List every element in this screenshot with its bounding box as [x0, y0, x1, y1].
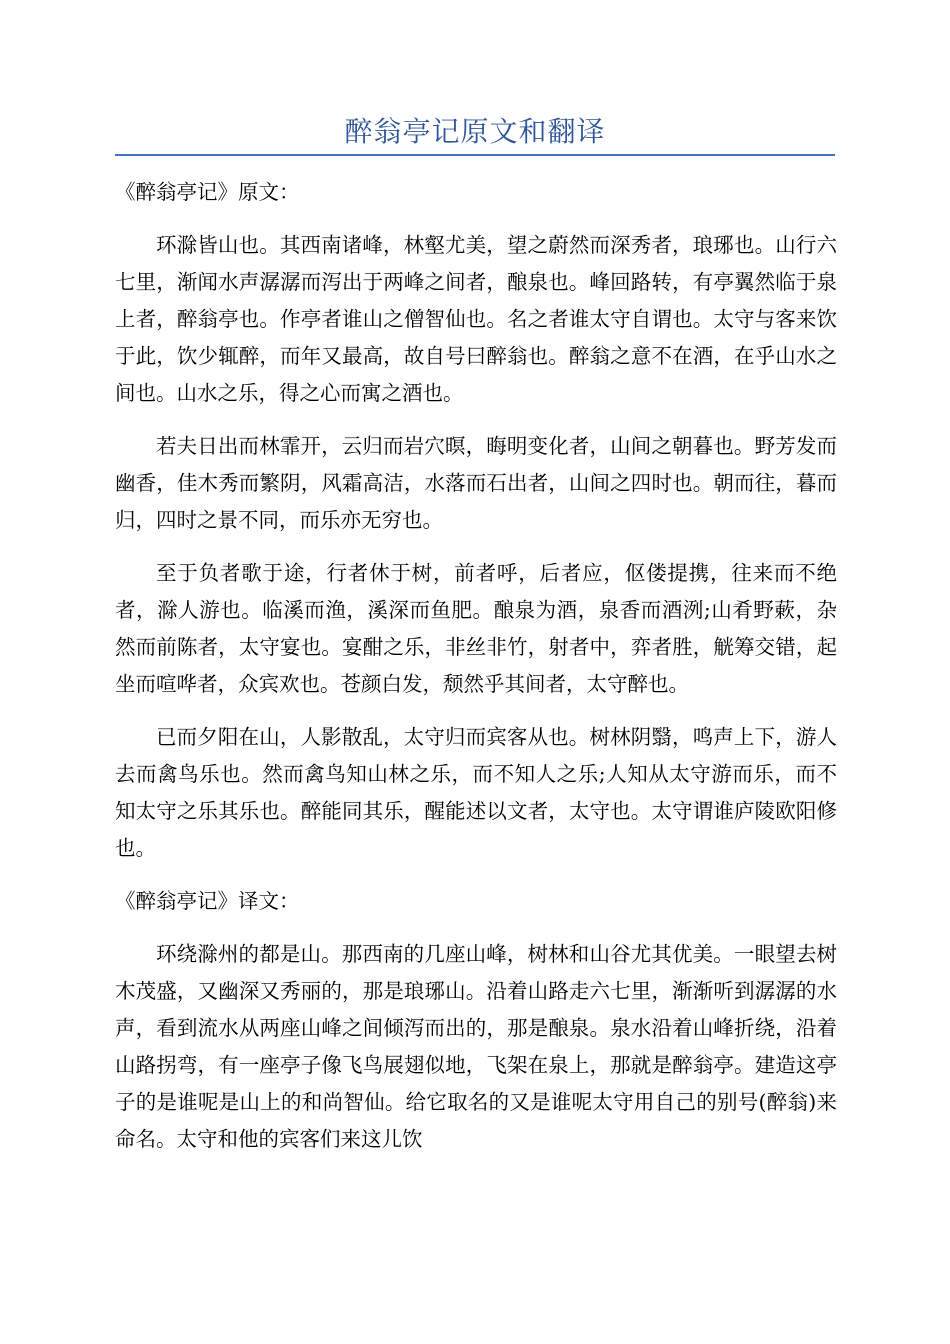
- original-paragraph: 至于负者歌于途，行者休于树，前者呼，后者应，伛偻提携，往来而不绝者，滁人游也。临溪而渔，溪深而鱼肥。酿泉为酒，泉香而酒洌;山肴野蔌，杂然而前陈者，太守宴也。宴酣之乐，非丝非竹，射者中，弈者胜，觥筹交错，起坐而喧哗者，众宾欢也。苍颜白发，颓然乎其间者，太守醉也。: [115, 561, 837, 696]
- original-heading: 《醉翁亭记》原文：: [115, 180, 300, 204]
- document-body: [115, 174, 837, 1174]
- original-paragraph: 环滁皆山也。其西南诸峰，林壑尤美，望之蔚然而深秀者，琅琊也。山行六七里，渐闻水声潺潺而泻出于两峰之间者，酿泉也。峰回路转，有亭翼然临于泉上者，醉翁亭也。作亭者谁山之僧智仙也。名之者谁太守自谓也。太守与客来饮于此，饮少辄醉，而年又最高，故自号曰醉翁也。醉翁之意不在酒，在乎山水之间也。山水之乐，得之心而寓之酒也。: [115, 233, 837, 405]
- original-paragraph: 若夫日出而林霏开，云归而岩穴暝，晦明变化者，山间之朝暮也。野芳发而幽香，佳木秀而繁阴，风霜高洁，水落而石出者，山间之四时也。朝而往，暮而归，四时之景不同，而乐亦无穷也。: [115, 434, 837, 532]
- page-title: 醉翁亭记原文和翻译: [344, 115, 606, 148]
- translation-paragraph: 环绕滁州的都是山。那西南的几座山峰，树林和山谷尤其优美。一眼望去树木茂盛，又幽深又秀丽的，那是琅琊山。沿着山路走六七里，渐渐听到潺潺的水声，看到流水从两座山峰之间倾泻而出的，那是酿泉。泉水沿着山峰折绕，沿着山路拐弯，有一座亭子像飞鸟展翅似地，飞架在泉上，那就是醉翁亭。建造这亭子的是谁呢是山上的和尚智仙。给它取名的又是谁呢太守用自己的别号(醉翁)来命名。太守和他的宾客们来这儿饮: [115, 942, 837, 1151]
- title-underline: [115, 154, 835, 156]
- translation-heading: 《醉翁亭记》译文：: [115, 889, 300, 913]
- original-paragraph: 已而夕阳在山，人影散乱，太守归而宾客从也。树林阴翳，鸣声上下，游人去而禽鸟乐也。然而禽鸟知山林之乐，而不知人之乐;人知从太守游而乐，而不知太守之乐其乐也。醉能同其乐，醒能述以文者，太守也。太守谓谁庐陵欧阳修也。: [115, 725, 837, 860]
